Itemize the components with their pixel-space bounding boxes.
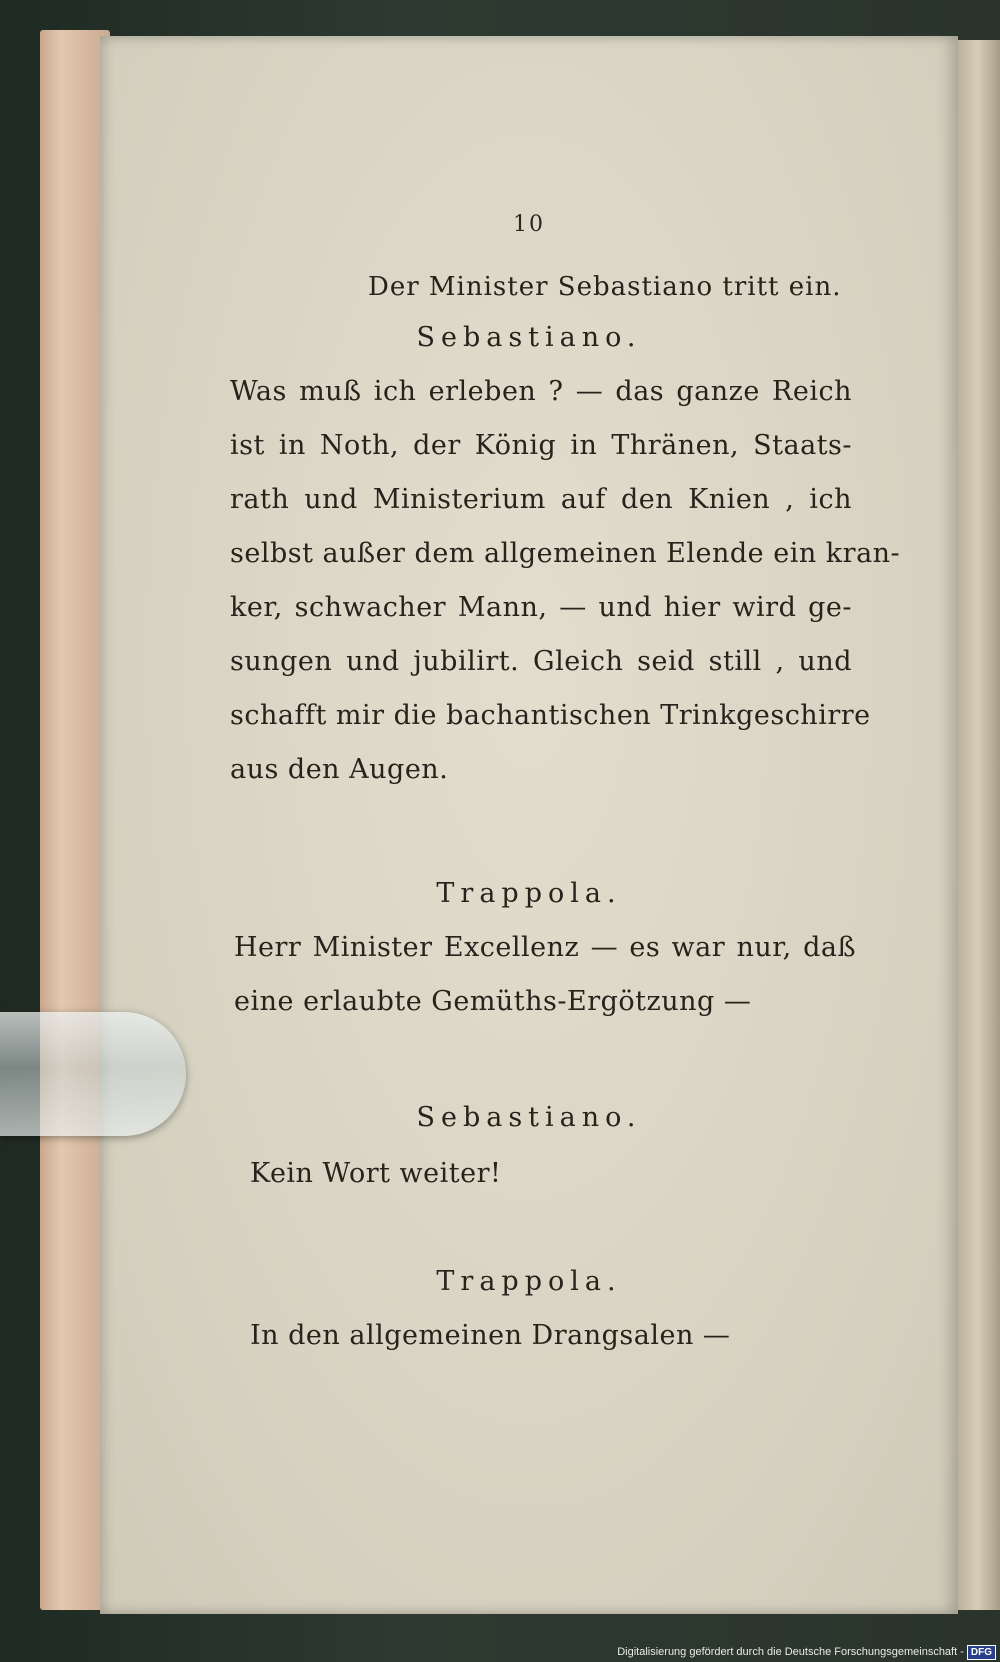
page-edge-right [955, 40, 1000, 1610]
speaker-name: Trappola. [436, 878, 622, 909]
text-line: sungen und jubilirt. Gleich seid still , und [230, 646, 852, 677]
footer-text: Digitalisierung gefördert durch die Deutsche Forschungsgemeinschaft - [617, 1646, 964, 1658]
page-holder-clip [0, 1012, 186, 1136]
text-line: Herr Minister Excellenz — es war nur, daß [234, 932, 856, 963]
speaker-name: Trappola. [436, 1266, 622, 1297]
speaker-name: Sebastiano. [416, 322, 642, 353]
text-line: rath und Ministerium auf den Knien , ich [230, 484, 852, 515]
page-number: 10 [513, 212, 545, 237]
text-line: aus den Augen. [230, 754, 449, 785]
text-line: ist in Noth, der König in Thränen, Staats- [230, 430, 852, 461]
digitization-footer [617, 1645, 996, 1660]
text-line: selbst außer dem allgemeinen Elende ein kran- [230, 538, 901, 569]
text-line: Kein Wort weiter! [250, 1158, 502, 1189]
speaker-name: Sebastiano. [416, 1102, 642, 1133]
text-line: eine erlaubte Gemüths-Ergötzung — [234, 986, 752, 1017]
dfg-logo: DFG [967, 1645, 996, 1660]
stage-direction: Der Minister Sebastiano tritt ein. [368, 272, 842, 302]
text-line: In den allgemeinen Drangsalen — [250, 1320, 731, 1351]
text-line: Was muß ich erleben ? — das ganze Reich [230, 376, 852, 407]
book-page [100, 36, 958, 1614]
text-line: schafft mir die bachantischen Trinkgeschirre [230, 700, 871, 731]
text-line: ker, schwacher Mann, — und hier wird ge- [230, 592, 852, 623]
